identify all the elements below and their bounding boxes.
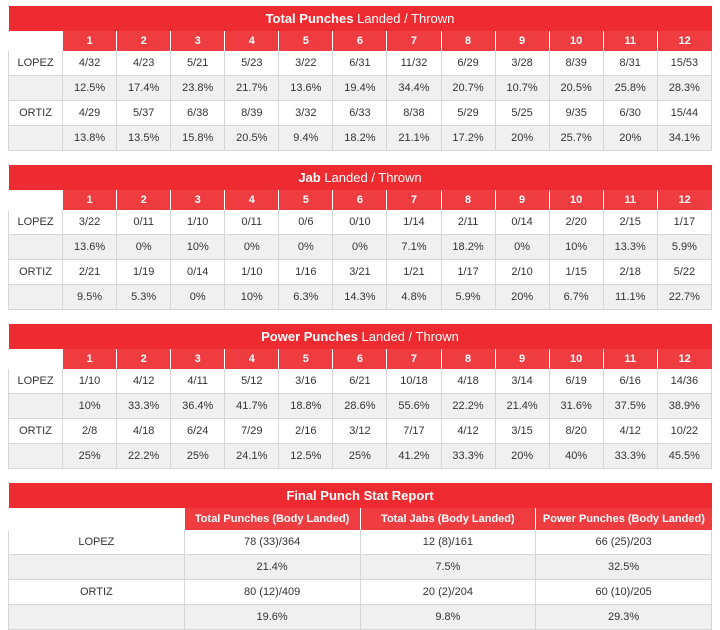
header-corner-cell — [9, 349, 63, 369]
landed-thrown-cell: 6/21 — [333, 369, 387, 394]
table-row — [9, 235, 712, 260]
round-header-cell: 3 — [171, 31, 225, 51]
percent-cell: 14.3% — [333, 285, 387, 310]
blank-name-cell — [9, 126, 63, 151]
landed-thrown-cell: 2/11 — [441, 210, 495, 235]
blank-name-cell — [9, 605, 185, 630]
percent-cell: 25.7% — [549, 126, 603, 151]
percent-cell: 22.2% — [117, 444, 171, 469]
percent-cell: 0% — [171, 285, 225, 310]
percent-cell: 25.8% — [603, 76, 657, 101]
round-header-cell: 7 — [387, 190, 441, 210]
round-header-cell: 9 — [495, 190, 549, 210]
landed-thrown-cell: 9/35 — [549, 101, 603, 126]
landed-thrown-cell: 4/12 — [117, 369, 171, 394]
landed-thrown-cell: 5/23 — [225, 51, 279, 76]
landed-thrown-cell: 8/39 — [225, 101, 279, 126]
landed-thrown-cell: 2/8 — [63, 419, 117, 444]
table-row — [9, 260, 712, 285]
table-row — [9, 51, 712, 76]
final-header-row — [9, 508, 712, 530]
percent-cell: 10% — [63, 394, 117, 419]
landed-thrown-cell: 3/32 — [279, 101, 333, 126]
stat-table — [8, 165, 712, 310]
final-column-header: Power Punches (Body Landed) — [536, 508, 712, 530]
table-row — [9, 285, 712, 310]
title-bold-part: Jab — [298, 170, 321, 185]
round-header-cell: 2 — [117, 31, 171, 51]
percent-cell: 20% — [603, 126, 657, 151]
table-row — [9, 210, 712, 235]
landed-thrown-cell: 6/38 — [171, 101, 225, 126]
round-header-cell: 8 — [441, 190, 495, 210]
table-row — [9, 530, 712, 555]
title-light-part: Landed / Thrown — [357, 329, 459, 344]
title-light-part: Landed / Thrown — [353, 11, 455, 26]
percent-cell: 13.3% — [603, 235, 657, 260]
final-total-cell: 12 (8)/161 — [360, 530, 536, 555]
blank-name-cell — [9, 444, 63, 469]
fighter-name: ORTIZ — [9, 580, 185, 605]
fighter-name: ORTIZ — [9, 101, 63, 126]
stat-table-title-row — [9, 324, 712, 349]
landed-thrown-cell: 8/31 — [603, 51, 657, 76]
percent-cell: 0% — [495, 235, 549, 260]
landed-thrown-cell: 8/38 — [387, 101, 441, 126]
percent-cell: 18.8% — [279, 394, 333, 419]
percent-cell: 13.5% — [117, 126, 171, 151]
round-stat-blocks — [8, 6, 712, 469]
percent-cell: 19.6% — [184, 605, 360, 630]
round-header-row — [9, 190, 712, 210]
round-header-cell: 1 — [63, 349, 117, 369]
percent-cell: 19.4% — [333, 76, 387, 101]
round-header-cell: 6 — [333, 31, 387, 51]
percent-cell: 9.8% — [360, 605, 536, 630]
landed-thrown-cell: 5/29 — [441, 101, 495, 126]
landed-thrown-cell: 5/21 — [171, 51, 225, 76]
stat-table — [8, 324, 712, 469]
landed-thrown-cell: 0/14 — [171, 260, 225, 285]
landed-thrown-cell: 3/28 — [495, 51, 549, 76]
round-header-cell: 10 — [549, 190, 603, 210]
percent-cell: 34.4% — [387, 76, 441, 101]
round-header-cell: 2 — [117, 349, 171, 369]
round-header-cell: 6 — [333, 349, 387, 369]
percent-cell: 5.9% — [441, 285, 495, 310]
percent-cell: 32.5% — [536, 555, 712, 580]
landed-thrown-cell: 0/10 — [333, 210, 387, 235]
table-row — [9, 101, 712, 126]
round-header-cell: 5 — [279, 190, 333, 210]
landed-thrown-cell: 3/22 — [63, 210, 117, 235]
landed-thrown-cell: 1/17 — [657, 210, 711, 235]
round-header-cell: 10 — [549, 31, 603, 51]
round-header-cell: 3 — [171, 190, 225, 210]
percent-cell: 18.2% — [333, 126, 387, 151]
fighter-name: LOPEZ — [9, 51, 63, 76]
percent-cell: 41.2% — [387, 444, 441, 469]
round-header-cell: 9 — [495, 349, 549, 369]
header-corner-cell — [9, 190, 63, 210]
final-column-header: Total Jabs (Body Landed) — [360, 508, 536, 530]
percent-cell: 20% — [495, 285, 549, 310]
landed-thrown-cell: 3/16 — [279, 369, 333, 394]
percent-cell: 0% — [279, 235, 333, 260]
round-header-cell: 5 — [279, 31, 333, 51]
blank-name-cell — [9, 235, 63, 260]
landed-thrown-cell: 5/25 — [495, 101, 549, 126]
percent-cell: 21.4% — [184, 555, 360, 580]
percent-cell: 33.3% — [603, 444, 657, 469]
stat-block — [8, 324, 712, 469]
landed-thrown-cell: 1/16 — [279, 260, 333, 285]
percent-cell: 4.8% — [387, 285, 441, 310]
percent-cell: 40% — [549, 444, 603, 469]
landed-thrown-cell: 4/29 — [63, 101, 117, 126]
landed-thrown-cell: 5/37 — [117, 101, 171, 126]
table-row — [9, 76, 712, 101]
landed-thrown-cell: 0/6 — [279, 210, 333, 235]
landed-thrown-cell: 5/12 — [225, 369, 279, 394]
round-header-cell: 2 — [117, 190, 171, 210]
landed-thrown-cell: 0/11 — [117, 210, 171, 235]
percent-cell: 45.5% — [657, 444, 711, 469]
landed-thrown-cell: 2/10 — [495, 260, 549, 285]
percent-cell: 23.8% — [171, 76, 225, 101]
percent-cell: 0% — [333, 235, 387, 260]
fighter-name: ORTIZ — [9, 419, 63, 444]
landed-thrown-cell: 6/16 — [603, 369, 657, 394]
round-header-cell: 7 — [387, 349, 441, 369]
percent-cell: 9.5% — [63, 285, 117, 310]
percent-cell: 7.5% — [360, 555, 536, 580]
stat-table-title-row — [9, 6, 712, 31]
header-corner-cell — [9, 31, 63, 51]
final-total-cell: 60 (10)/205 — [536, 580, 712, 605]
table-row — [9, 126, 712, 151]
percent-cell: 5.3% — [117, 285, 171, 310]
landed-thrown-cell: 2/20 — [549, 210, 603, 235]
percent-cell: 10% — [225, 285, 279, 310]
percent-cell: 20% — [495, 444, 549, 469]
landed-thrown-cell: 4/18 — [117, 419, 171, 444]
landed-thrown-cell: 8/20 — [549, 419, 603, 444]
round-header-cell: 5 — [279, 349, 333, 369]
stat-table-title — [9, 6, 712, 31]
percent-cell: 0% — [225, 235, 279, 260]
landed-thrown-cell: 11/32 — [387, 51, 441, 76]
header-corner-cell — [9, 508, 185, 530]
final-report-block — [8, 483, 712, 630]
percent-cell: 6.3% — [279, 285, 333, 310]
table-row — [9, 369, 712, 394]
percent-cell: 12.5% — [279, 444, 333, 469]
landed-thrown-cell: 4/12 — [603, 419, 657, 444]
percent-cell: 11.1% — [603, 285, 657, 310]
percent-cell: 33.3% — [117, 394, 171, 419]
percent-cell: 21.1% — [387, 126, 441, 151]
percent-cell: 5.9% — [657, 235, 711, 260]
percent-cell: 17.2% — [441, 126, 495, 151]
percent-cell: 41.7% — [225, 394, 279, 419]
landed-thrown-cell: 7/17 — [387, 419, 441, 444]
landed-thrown-cell: 3/22 — [279, 51, 333, 76]
round-header-cell: 11 — [603, 349, 657, 369]
percent-cell: 20.5% — [549, 76, 603, 101]
round-header-cell: 1 — [63, 190, 117, 210]
fighter-name: LOPEZ — [9, 369, 63, 394]
percent-cell: 21.7% — [225, 76, 279, 101]
round-header-cell: 12 — [657, 31, 711, 51]
landed-thrown-cell: 1/17 — [441, 260, 495, 285]
final-total-cell: 80 (12)/409 — [184, 580, 360, 605]
landed-thrown-cell: 14/36 — [657, 369, 711, 394]
percent-cell: 38.9% — [657, 394, 711, 419]
landed-thrown-cell: 6/29 — [441, 51, 495, 76]
percent-cell: 55.6% — [387, 394, 441, 419]
landed-thrown-cell: 6/24 — [171, 419, 225, 444]
percent-cell: 6.7% — [549, 285, 603, 310]
final-title-row — [9, 483, 712, 508]
percent-cell: 28.3% — [657, 76, 711, 101]
landed-thrown-cell: 1/19 — [117, 260, 171, 285]
landed-thrown-cell: 3/21 — [333, 260, 387, 285]
percent-cell: 31.6% — [549, 394, 603, 419]
round-header-cell: 12 — [657, 349, 711, 369]
landed-thrown-cell: 2/15 — [603, 210, 657, 235]
round-header-cell: 6 — [333, 190, 387, 210]
landed-thrown-cell: 5/22 — [657, 260, 711, 285]
table-row — [9, 605, 712, 630]
landed-thrown-cell: 4/32 — [63, 51, 117, 76]
percent-cell: 28.6% — [333, 394, 387, 419]
round-header-row — [9, 349, 712, 369]
round-header-cell: 3 — [171, 349, 225, 369]
final-title: Final Punch Stat Report — [9, 483, 712, 508]
landed-thrown-cell: 3/14 — [495, 369, 549, 394]
landed-thrown-cell: 7/29 — [225, 419, 279, 444]
round-header-cell: 1 — [63, 31, 117, 51]
round-header-cell: 8 — [441, 349, 495, 369]
percent-cell: 10% — [549, 235, 603, 260]
landed-thrown-cell: 3/15 — [495, 419, 549, 444]
final-total-cell: 20 (2)/204 — [360, 580, 536, 605]
table-row — [9, 555, 712, 580]
table-row — [9, 394, 712, 419]
landed-thrown-cell: 1/21 — [387, 260, 441, 285]
landed-thrown-cell: 1/10 — [225, 260, 279, 285]
landed-thrown-cell: 4/18 — [441, 369, 495, 394]
landed-thrown-cell: 0/11 — [225, 210, 279, 235]
round-header-cell: 4 — [225, 31, 279, 51]
landed-thrown-cell: 10/18 — [387, 369, 441, 394]
landed-thrown-cell: 4/11 — [171, 369, 225, 394]
round-header-cell: 4 — [225, 349, 279, 369]
landed-thrown-cell: 6/19 — [549, 369, 603, 394]
landed-thrown-cell: 1/15 — [549, 260, 603, 285]
percent-cell: 12.5% — [63, 76, 117, 101]
landed-thrown-cell: 2/16 — [279, 419, 333, 444]
landed-thrown-cell: 4/23 — [117, 51, 171, 76]
stat-table-title-row — [9, 165, 712, 190]
landed-thrown-cell: 6/30 — [603, 101, 657, 126]
percent-cell: 20.7% — [441, 76, 495, 101]
percent-cell: 20.5% — [225, 126, 279, 151]
percent-cell: 13.6% — [63, 235, 117, 260]
landed-thrown-cell: 6/33 — [333, 101, 387, 126]
round-header-cell: 9 — [495, 31, 549, 51]
round-header-cell: 4 — [225, 190, 279, 210]
landed-thrown-cell: 2/21 — [63, 260, 117, 285]
landed-thrown-cell: 8/39 — [549, 51, 603, 76]
landed-thrown-cell: 1/10 — [63, 369, 117, 394]
percent-cell: 37.5% — [603, 394, 657, 419]
percent-cell: 18.2% — [441, 235, 495, 260]
percent-cell: 34.1% — [657, 126, 711, 151]
stat-block — [8, 165, 712, 310]
round-header-row — [9, 31, 712, 51]
percent-cell: 15.8% — [171, 126, 225, 151]
table-row — [9, 419, 712, 444]
percent-cell: 25% — [63, 444, 117, 469]
percent-cell: 25% — [333, 444, 387, 469]
stat-table-title — [9, 324, 712, 349]
round-header-cell: 10 — [549, 349, 603, 369]
landed-thrown-cell: 2/18 — [603, 260, 657, 285]
stat-table-title — [9, 165, 712, 190]
landed-thrown-cell: 1/14 — [387, 210, 441, 235]
percent-cell: 13.6% — [279, 76, 333, 101]
stat-block — [8, 6, 712, 151]
title-bold-part: Total Punches — [265, 11, 354, 26]
percent-cell: 17.4% — [117, 76, 171, 101]
fighter-name: LOPEZ — [9, 210, 63, 235]
percent-cell: 13.8% — [63, 126, 117, 151]
percent-cell: 22.7% — [657, 285, 711, 310]
final-total-cell: 66 (25)/203 — [536, 530, 712, 555]
final-total-cell: 78 (33)/364 — [184, 530, 360, 555]
title-bold-part: Power Punches — [261, 329, 358, 344]
percent-cell: 25% — [171, 444, 225, 469]
stat-table — [8, 6, 712, 151]
landed-thrown-cell: 15/44 — [657, 101, 711, 126]
percent-cell: 7.1% — [387, 235, 441, 260]
round-header-cell: 8 — [441, 31, 495, 51]
table-row — [9, 444, 712, 469]
percent-cell: 33.3% — [441, 444, 495, 469]
landed-thrown-cell: 10/22 — [657, 419, 711, 444]
blank-name-cell — [9, 555, 185, 580]
percent-cell: 21.4% — [495, 394, 549, 419]
round-header-cell: 12 — [657, 190, 711, 210]
final-column-header: Total Punches (Body Landed) — [184, 508, 360, 530]
blank-name-cell — [9, 285, 63, 310]
landed-thrown-cell: 3/12 — [333, 419, 387, 444]
fighter-name: LOPEZ — [9, 530, 185, 555]
title-light-part: Landed / Thrown — [320, 170, 422, 185]
percent-cell: 36.4% — [171, 394, 225, 419]
landed-thrown-cell: 1/10 — [171, 210, 225, 235]
round-header-cell: 11 — [603, 31, 657, 51]
percent-cell: 22.2% — [441, 394, 495, 419]
landed-thrown-cell: 4/12 — [441, 419, 495, 444]
round-header-cell: 7 — [387, 31, 441, 51]
landed-thrown-cell: 15/53 — [657, 51, 711, 76]
percent-cell: 10% — [171, 235, 225, 260]
percent-cell: 10.7% — [495, 76, 549, 101]
percent-cell: 20% — [495, 126, 549, 151]
percent-cell: 24.1% — [225, 444, 279, 469]
percent-cell: 9.4% — [279, 126, 333, 151]
round-header-cell: 11 — [603, 190, 657, 210]
fighter-name: ORTIZ — [9, 260, 63, 285]
landed-thrown-cell: 6/31 — [333, 51, 387, 76]
blank-name-cell — [9, 394, 63, 419]
percent-cell: 29.3% — [536, 605, 712, 630]
landed-thrown-cell: 0/14 — [495, 210, 549, 235]
blank-name-cell — [9, 76, 63, 101]
final-report-table — [8, 483, 712, 630]
percent-cell: 0% — [117, 235, 171, 260]
